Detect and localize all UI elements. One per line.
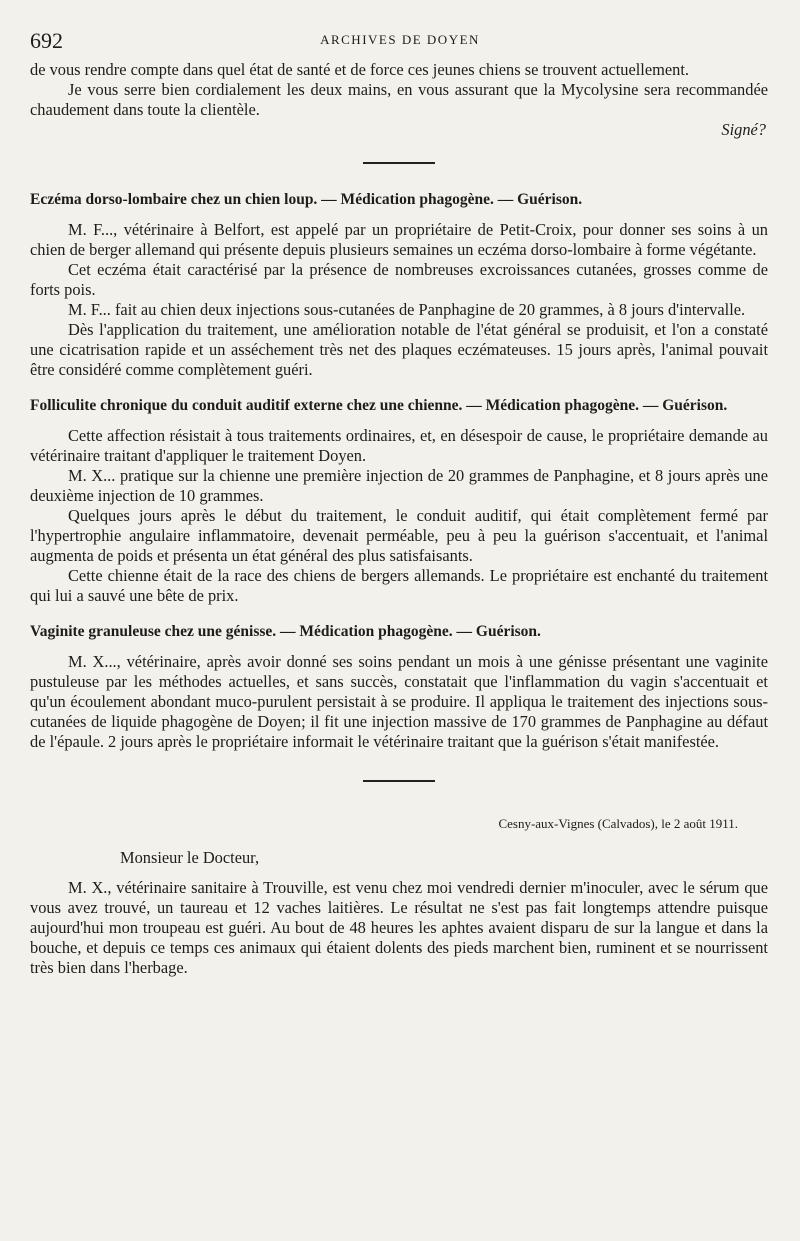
case-eczema bbox=[30, 190, 768, 380]
page-body bbox=[30, 60, 768, 978]
paragraph: Cette affection résistait à tous traitements ordinaires, et, en désespoir de cause, le propriétaire demande au vétérinaire traitant d'appliquer le traitement Doyen. bbox=[30, 426, 768, 465]
paragraph: Cette chienne était de la race des chiens de bergers allemands. Le propriétaire est enchanté du traitement qui lui a sauvé une bête de prix. bbox=[30, 566, 768, 605]
case-vaginite bbox=[30, 622, 768, 752]
letter-salutation: Monsieur le Docteur, bbox=[120, 848, 260, 867]
section-heading: Eczéma dorso-lombaire chez un chien loup. — Médication phagogène. — Guérison. bbox=[30, 191, 583, 208]
paragraph: Dès l'application du traitement, une amélioration notable de l'état général se produisit, et l'on a constaté une cicatrisation rapide et un asséchement très net des plaques eczémateuses. 15 jours après, l'animal pouvait être considéré comme complètement guéri. bbox=[30, 320, 768, 379]
section-heading: Vaginite granuleuse chez une génisse. — Médication phagogène. — Guérison. bbox=[30, 623, 541, 640]
paragraph: M. F..., vétérinaire à Belfort, est appelé par un propriétaire de Petit-Croix, pour donner ses soins à un chien de berger allemand qui présente depuis plusieurs semaines un eczéma dorso-lombaire à forme végétante. bbox=[30, 220, 768, 259]
page-header bbox=[30, 28, 770, 54]
letter-dateline: Cesny-aux-Vignes (Calvados), le 2 août 1911. bbox=[498, 816, 738, 831]
signature: Signé? bbox=[721, 120, 766, 139]
paragraph: Cet eczéma était caractérisé par la présence de nombreuses excroissances cutanées, grosses comme de forts pois. bbox=[30, 260, 768, 299]
section-heading: Folliculite chronique du conduit auditif externe chez une chienne. — Médication phagogène. — Guérison. bbox=[30, 397, 728, 414]
paragraph: M. F... fait au chien deux injections sous-cutanées de Panphagine de 20 grammes, à 8 jours d'intervalle. bbox=[68, 300, 746, 319]
section-divider bbox=[363, 162, 435, 164]
case-folliculite bbox=[30, 396, 768, 606]
page-number: 692 bbox=[30, 28, 63, 53]
paragraph: M. X..., vétérinaire, après avoir donné ses soins pendant un mois à une génisse présentant une vaginite pustuleuse par les méthodes actuelles, et sans succès, constatait que l'inflammation du vagin s'accentuait et qu'un écoulement abondant muco-purulent persistait à se produire. Il appliqua le traitement des injections sous-cutanées de liquide phagogène de Doyen; il fit une injection massive de 170 grammes de Panphagine au défaut de l'épaule. 2 jours après le propriétaire informait le vétérinaire traitant que la guérison s'était manifestée. bbox=[30, 652, 768, 751]
paragraph: Quelques jours après le début du traitement, le conduit auditif, qui était complètement fermé par l'hypertrophie angulaire inflammatoire, devenait perméable, peu à peu la guérison s'accentuait, et l'animal augmenta de poids et présenta un état général des plus satisfaisants. bbox=[30, 506, 768, 565]
letter-closing: Je vous serre bien cordialement les deux mains, en vous assurant que la Mycolysine sera recommandée chaudement dans toute la clientèle. bbox=[30, 80, 768, 119]
section-divider bbox=[363, 780, 435, 782]
letter-body: M. X., vétérinaire sanitaire à Trouville, est venu chez moi vendredi dernier m'inoculer, avec le sérum que vous avez trouvé, un taureau et 12 vaches laitières. Le résultat ne s'est pas fait longtemps attendre puisque aujourd'hui mon troupeau est guéri. Au bout de 48 heures les aphtes avaient disparu de sur la langue et dans la bouche, et depuis ce temps ces animaux qui étaient dolents des pieds marchent bien, ruminent et se nourrissent très bien dans l'herbage. bbox=[30, 878, 768, 977]
paragraph: M. X... pratique sur la chienne une première injection de 20 grammes de Panphagine, et 8 jours après une deuxième injection de 10 grammes. bbox=[30, 466, 768, 505]
letter-continuation: de vous rendre compte dans quel état de santé et de force ces jeunes chiens se trouvent actuellement. bbox=[30, 60, 690, 79]
running-head: ARCHIVES DE DOYEN bbox=[320, 32, 480, 47]
